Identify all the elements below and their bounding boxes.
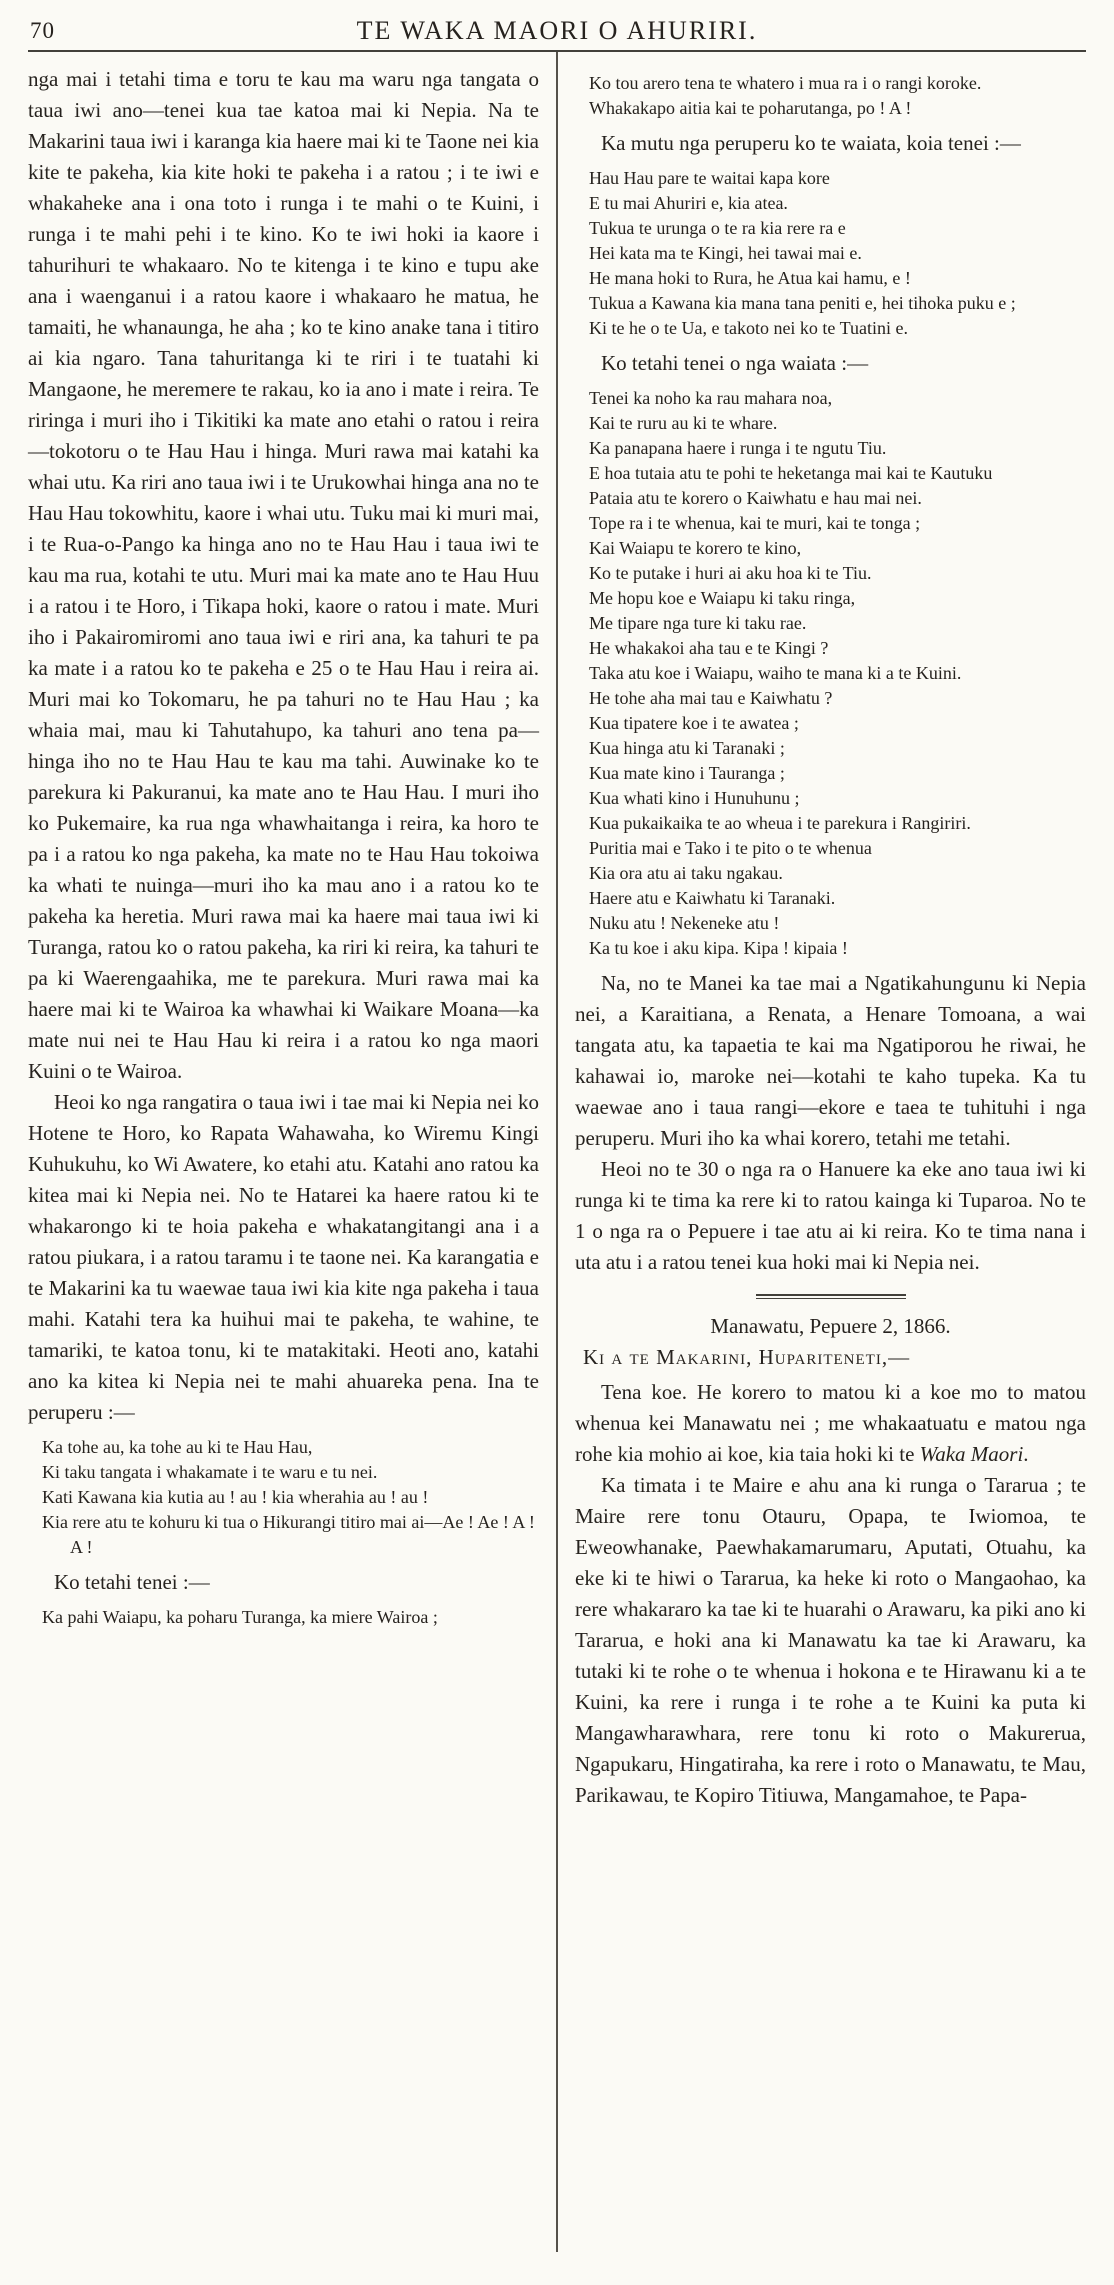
paragraph: Ka timata i te Maire e ahu ana ki runga o Tararua ; te Maire rere tonu Otauru, Opapa, te Iwiomoa, te Eweowhanake, Paewhakamarumaru, Aputati, Otuahu, ka eke ki te hiwi o Tararua, ka heke ki roto o Mangaohao, ka rere whakararo ka tae ki te huarahi o Arawaru, ka piki ano ki Tararua, e hoki ana ki Manawatu ka tae ki Arawaru, ka tutaki ki te rohe o te whenua i hokona e te Hirawanu ki a te Kuini, ka rere i runga i te rohe a te Kuini ka puta ki Mangawharawhara, rere tonu ki roto o Makurerua, Ngapukaru, Hingatiraha, ka rere i roto o Manawatu, te Mau, Parikawau, te Kopiro Titiuwa, Mangamahoe, te Papa- bbox=[575, 1473, 1086, 1807]
paper-title: TE WAKA MAORI O AHURIRI. bbox=[356, 16, 758, 45]
page-number: 70 bbox=[30, 18, 55, 43]
salutation: Ki a te Makarini, Hupariteneti,— bbox=[583, 1345, 911, 1369]
verse-line: Kua mate kino i Tauranga ; bbox=[589, 763, 785, 783]
verse-line: Kua tipatere koe i te awatea ; bbox=[589, 713, 799, 733]
verse-line: Whakakapo aitia kai te poharutanga, po ! A ! bbox=[589, 98, 912, 118]
columns bbox=[28, 52, 1086, 2252]
verse-block bbox=[589, 386, 1086, 961]
verse-line: Nuku atu ! Nekeneke atu ! bbox=[589, 913, 780, 933]
verse-block bbox=[42, 1605, 539, 1630]
verse-line: Ko te putake i huri ai aku hoa ki te Tiu. bbox=[589, 563, 872, 583]
verse-line: Hau Hau pare te waitai kapa kore bbox=[589, 168, 830, 188]
verse-line: Puritia mai e Tako i te pito o te whenua bbox=[589, 838, 872, 858]
paragraph: nga mai i tetahi tima e toru te kau ma waru nga tangata o taua iwi ano—tenei kua tae katoa mai ki Nepia. Na te Makarini taua iwi i karanga kia haere mai ki te Taone nei kia kite te pakeha, kia kite hoki te pakeha i a ratou ; i te iwi e whakaheke ana i ona toto i runga i te mahi o te Kuini, i runga i te mahi pehi i te kino. Ko te iwi hoki ia kaore i tahurihuri te whakaaro. No te kitenga i te kino e tupu ake ana i waenganui i a ratou kaore i whakaaro he matua, he tamaiti, he whanaunga, he aha ; ko te kino anake tana i titiro ai kia ngaro. Tana tahuritanga ki te riri i te tuatahi ki Mangaone, he meremere te rakau, ko ia ano i mate i reira. Te riringa i muri iho i Tikitiki ka mate ano etahi o ratou i reira—tokotoru o te Hau Hau i hinga. Muri rawa mai katahi ka whai utu. Ka riri ano taua iwi i te Urukowhai hinga ana no te Hau Hau tokowhitu, kaore i whai utu. Tuku mai ki muri mai, i te Rua-o-Pango ka hinga ano no te Hau Hau i taua iwi te kau ma rua, kotahi te utu. Muri mai ka mate ano te Hau Huu i a ratou i te Horo, i Tikapa hoki, kaore o ratou i mate. Muri iho i Pakairomiromi ano taua iwi e riri ana, ka tahuri te pa ka mate i a ratou ko te pakeha e 25 o te Hau Hau i reira ai. Muri mai ko Tokomaru, he pa tahuri no te Hau Hau ; ka whaia mai, mau ki Tahutahupo, ka tahuri ano tena pa—hinga iho no te Hau Hau te kau ma tahi. Auwinake ko te parekura ki Pakuranui, ka mate ano te Hau Hau. I muri iho ko Pukemaire, ka rua nga whawhaitanga i reira, ka horo te pa i a ratou ko nga pakeha, ka mate no te Hau Hau tokoiwa ka whati te nuinga—muri iho ka mau ano i a ratou ko te pakeha ka heretia. Muri rawa mai ka haere mai taua iwi ki Turanga, ratou ko o ratou pakeha, ka riri ki reira, ka tahuri te pa ki Waerengaahika, me te parekura. Muri rawa mai ka haere mai ki te Wairoa ka whawhai ki Waikare Moana—ka mate nui nei te Hau Hau ki reira i a ratou ko nga maori Kuini o te Wairoa. bbox=[28, 67, 539, 1083]
paragraph: Heoi no te 30 o nga ra o Hanuere ka eke ano taua iwi ki runga ki te tima ka rere ki to ratou kainga ki Tuparoa. No te 1 o nga ra o Pepuere i tae atu ai ki reira. Ko te tima nana i uta atu i a ratou tenei kua hoki mai ki Nepia nei. bbox=[575, 1157, 1086, 1274]
verse-line: He tohe aha mai tau e Kaiwhatu ? bbox=[589, 688, 833, 708]
verse-line: Ko tou arero tena te whatero i mua ra i o rangi koroke. bbox=[589, 73, 982, 93]
verse-line: He mana hoki to Rura, he Atua kai hamu, e ! bbox=[589, 268, 911, 288]
verse-line: Hei kata ma te Kingi, hei tawai mai e. bbox=[589, 243, 862, 263]
verse-line: Ka pahi Waiapu, ka poharu Turanga, ka miere Wairoa ; bbox=[42, 1607, 438, 1627]
paragraph: Ka mutu nga peruperu ko te waiata, koia tenei :— bbox=[601, 131, 1021, 155]
paragraph: Na, no te Manei ka tae mai a Ngatikahungunu ki Nepia nei, a Karaitiana, a Renata, a Henare Tomoana, a wai tangata atu, ka tapaetia te kai ma Ngatiporou he riwai, he kahawai io, maroke nei—kotahi te kaho tupeka. Ka tu waewae ano i taua rangi—ekore e taea te tuhituhi i nga peruperu. Muri iho ka whai korero, tetahi me tetahi. bbox=[575, 971, 1086, 1150]
verse-line: Kia ora atu ai taku ngakau. bbox=[589, 863, 783, 883]
verse-line: Me tipare nga ture ki taku rae. bbox=[589, 613, 807, 633]
verse-line: Kua hinga atu ki Taranaki ; bbox=[589, 738, 785, 758]
verse-line: Tukua a Kawana kia mana tana peniti e, hei tihoka puku e ; bbox=[589, 293, 1016, 313]
verse-line: Kai te ruru au ki te whare. bbox=[589, 413, 778, 433]
verse-block bbox=[589, 71, 1086, 121]
verse-line: Kia rere atu te kohuru ki tua o Hikurangi titiro mai ai—Ae ! Ae ! A ! A ! bbox=[42, 1512, 535, 1557]
verse-block bbox=[589, 166, 1086, 341]
verse-line: Haere atu e Kaiwhatu ki Taranaki. bbox=[589, 888, 836, 908]
verse-line: Kati Kawana kia kutia au ! au ! kia wherahia au ! au ! bbox=[42, 1487, 429, 1507]
paragraph: Ko tetahi tenei :— bbox=[54, 1570, 210, 1594]
verse-line: Kua pukaikaika te ao wheua i te parekura i Rangiriri. bbox=[589, 813, 971, 833]
verse-line: E hoa tutaia atu te pohi te heketanga mai kai te Kautuku bbox=[589, 463, 993, 483]
paragraph: Heoi ko nga rangatira o taua iwi i tae mai ki Nepia nei ko Hotene te Horo, ko Rapata Wahawaha, ko Wiremu Kingi Kuhukuhu, ko Wi Awatere, ko etahi atu. Katahi ano ratou ka kitea mai ki Nepia nei. No te Hatarei ka haere ratou ki te whakarongo ki te hoia pakeha e whakatangitangi ana i a ratou piukara, i a ratou taramu i te taone nei. Ka karangatia e te Makarini ka tu waewae taua iwi kia kite nga pakeha i taua mahi. Katahi tera ka huihui mai te pakeha, te wahine, te tamariki, te katoa tonu, ki te matakitaki. Heoti ano, katahi ano ka kitea ki Nepia nei te mahi ahuareka pena. Ina te peruperu :— bbox=[28, 1090, 539, 1424]
verse-line: Pataia atu te korero o Kaiwhatu e hau mai nei. bbox=[589, 488, 922, 508]
paragraph: Tena koe. He korero to matou ki a koe mo to matou whenua kei Manawatu nei ; me whakaatuatu e matou nga rohe kia mohio ai koe, kia taia hoki ki te Waka Maori. bbox=[575, 1380, 1086, 1466]
verse-line: Kai Waiapu te korero te kino, bbox=[589, 538, 802, 558]
page-header bbox=[28, 12, 1086, 50]
verse-line: Ki te he o te Ua, e takoto nei ko te Tuatini e. bbox=[589, 318, 908, 338]
verse-line: Me hopu koe e Waiapu ki taku ringa, bbox=[589, 588, 856, 608]
verse-line: Taka atu koe i Waiapu, waiho te mana ki a te Kuini. bbox=[589, 663, 962, 683]
verse-line: Tope ra i te whenua, kai te muri, kai te tonga ; bbox=[589, 513, 921, 533]
verse-line: Tukua te urunga o te ra kia rere ra e bbox=[589, 218, 846, 238]
verse-line: Ka panapana haere i runga i te ngutu Tiu. bbox=[589, 438, 887, 458]
left-column bbox=[28, 52, 556, 2252]
right-column bbox=[558, 52, 1086, 2252]
verse-line: Tenei ka noho ka rau mahara noa, bbox=[589, 388, 833, 408]
verse-line: He whakakoi aha tau e te Kingi ? bbox=[589, 638, 829, 658]
verse-line: Ka tohe au, ka tohe au ki te Hau Hau, bbox=[42, 1437, 313, 1457]
section-divider bbox=[756, 1294, 906, 1299]
paragraph: Ko tetahi tenei o nga waiata :— bbox=[601, 351, 869, 375]
verse-block bbox=[42, 1435, 539, 1560]
verse-line: Ki taku tangata i whakamate i te waru e tu nei. bbox=[42, 1462, 378, 1482]
verse-line: E tu mai Ahuriri e, kia atea. bbox=[589, 193, 788, 213]
dateline: Manawatu, Pepuere 2, 1866. bbox=[710, 1314, 951, 1338]
verse-line: Ka tu koe i aku kipa. Kipa ! kipaia ! bbox=[589, 938, 848, 958]
verse-line: Kua whati kino i Hunuhunu ; bbox=[589, 788, 800, 808]
